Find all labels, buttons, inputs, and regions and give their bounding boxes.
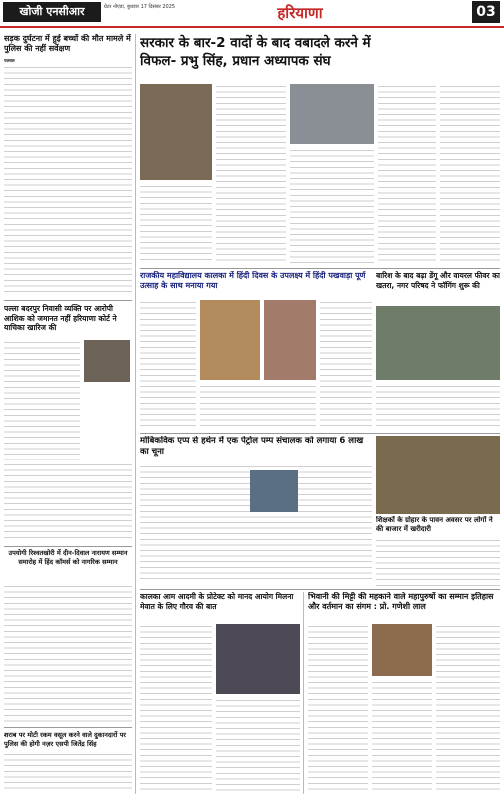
divider bbox=[4, 727, 132, 728]
rain-body bbox=[376, 384, 500, 430]
bottom-right-body-col3 bbox=[436, 624, 500, 794]
lead-body-col5 bbox=[440, 84, 500, 264]
column-separator bbox=[135, 34, 136, 794]
lead-body-col1 bbox=[216, 84, 286, 264]
lead-headline-line1: सरकार के बार-2 वादों के बाद वबादले करने में bbox=[140, 35, 371, 51]
story4-headline: शराब पर मोटी रकम वसूल करने वाले दुकानदारों पर पुलिस की होगी नज़र एसपी जितेंद्र सिंह bbox=[4, 731, 126, 748]
app-headline: मोबिकविक एप्प से हथेन में एक पेट्रोल पम्प संचालक को लगाया 6 लाख का चूना bbox=[140, 436, 364, 457]
divider bbox=[4, 546, 132, 547]
bottom-mid-body bbox=[140, 624, 212, 794]
bottom-right-body-col1 bbox=[308, 624, 368, 794]
teacher-body bbox=[376, 538, 500, 586]
person-photo bbox=[84, 340, 130, 382]
divider bbox=[140, 268, 500, 269]
market-photo bbox=[376, 436, 500, 514]
divider bbox=[4, 300, 132, 301]
story4-body bbox=[4, 752, 132, 792]
divider bbox=[140, 589, 500, 590]
college-body-col2 bbox=[200, 384, 316, 430]
bottom-right-headline: भिवानी की मिट्टी की महकाने वाले महापुरुषों का सम्मान इतिहास और वर्तमान का संगम : प्रो. गणेशी लाल bbox=[308, 592, 494, 611]
college-photo-group bbox=[200, 300, 260, 380]
graduation-photo bbox=[216, 624, 300, 694]
lead-body-col4 bbox=[378, 84, 436, 264]
college-body-col3 bbox=[320, 300, 372, 430]
masthead-logo: खोजी एनसीआर bbox=[3, 2, 101, 22]
lead-photo bbox=[140, 84, 212, 180]
rain-headline: बारिश के बाद बढ़ा डेंगू और वायरल फीवर का खतरा, नगर परिषद ने फॉगिंग शुरू की bbox=[376, 271, 500, 290]
bottom-right-body-col2 bbox=[372, 680, 432, 794]
college-photo-event bbox=[264, 300, 316, 380]
ceremony-photo bbox=[372, 624, 432, 676]
rain-photo bbox=[376, 306, 500, 380]
story1-headline: सड़क दुर्घटना में हुई बच्चों की मौत मामले में पुलिस की नहीं सर्वेक्षण bbox=[4, 34, 131, 53]
bottom-mid-headline: कालका आम आदमी के प्रोटेक्ट को मानद आयोग मिलना मेवात के लिए गौरव की बात bbox=[140, 592, 294, 611]
section-title: हरियाणा bbox=[277, 4, 323, 22]
story1-byline: पलवल bbox=[4, 59, 15, 64]
dateline: ग्रेटर नोएडा, बुधवार 17 दिसंबर 2025 bbox=[104, 4, 176, 10]
college-headline: राजकीय महाविद्यालय कालका में हिंदी दिवस के उपलक्ष्य में हिंदी पखवाड़ा पूर्ण उत्साह के साथ मनाया गया bbox=[140, 271, 366, 290]
divider bbox=[140, 433, 500, 434]
college-body-col1 bbox=[140, 300, 196, 430]
column-separator bbox=[303, 592, 304, 794]
lead-headline-line2: विफल- प्रभु सिंह, प्रधान अध्यापक संघ bbox=[140, 53, 331, 69]
page-number: 03 bbox=[472, 1, 500, 23]
teacher-headline: शिक्षकों के ग्रोहार के पावन अवसर पर लोगों ने की बाजार में खरीदारी bbox=[376, 516, 493, 533]
left-column bbox=[4, 34, 132, 794]
bottom-mid-body2 bbox=[216, 698, 300, 794]
story3-body bbox=[4, 584, 132, 724]
lead-photo-group bbox=[290, 84, 374, 144]
lead-body-col3 bbox=[290, 148, 374, 264]
story2-body bbox=[4, 340, 80, 460]
page-header bbox=[0, 0, 504, 28]
story1-body bbox=[4, 65, 132, 295]
story2-body-cont bbox=[4, 462, 132, 542]
lead-body-col2 bbox=[140, 184, 212, 264]
story3-headline: उपयोगी रिश्वतखोरी में दीन-दिवाल नारायण सम्मान समारोह में हिंद कॉमर्स को नागरिक सम्मान bbox=[8, 549, 128, 566]
story2-headline: पल्ला बदरपुर निवासी व्यक्ति पर आरोपी आशिक को जमानत नहीं हरियाणा कोर्ट ने याचिका खारिज की bbox=[4, 304, 117, 332]
app-photo bbox=[250, 470, 298, 512]
